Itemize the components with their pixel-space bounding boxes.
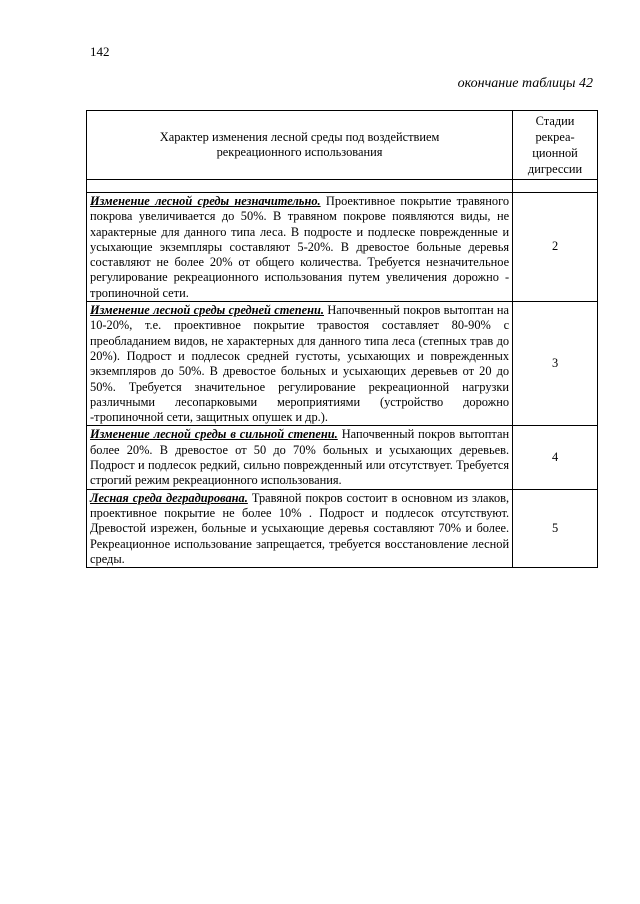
header-stage: Стадии рекреа-ционной дигрессии bbox=[513, 111, 598, 180]
row-description bbox=[87, 426, 513, 489]
row-title: Изменение лесной среды средней степени. bbox=[90, 303, 324, 318]
row-description bbox=[87, 489, 513, 567]
row-stage: 2 bbox=[513, 193, 598, 302]
row-text: Напочвенный покров вытоптан на 10-20%, т.е. проективное покрытие травостоя составляет 80-90% с преобладанием видов, не характерных для данного типа леса (степных трав до 20%). Подрост и подлесок средней густоты, усыхающих и поврежденных экземпляров до 50%. В древостое больных и усыхающих деревьев от 20 до 50%. Требуется значительное регулирование рекреационной нагрузки различными лесопарковыми мероприятиями (устройство дорожно -тропиночной сети, защитных опушек и др.). bbox=[90, 303, 510, 425]
spacer-cell bbox=[87, 180, 513, 193]
row-stage: 5 bbox=[513, 489, 598, 567]
table-row bbox=[87, 489, 598, 567]
row-description bbox=[87, 193, 513, 302]
row-text: Травяной покров состоит в основном из злаков, проективное покрытие не более 10% . Подрост и подлесок отсутствуют. Древостой изрежен, больные и усыхающие деревья составляют 70% и более. Рекреационное использование запрещается, требуется восстановление лесной среды. bbox=[90, 490, 510, 566]
row-text: Напочвенный покров вытоптан более 20%. В древостое от 50 до 70% больных и усыхающих деревьев. Подрост и подлесок редкий, сильно поврежденный или отсутствует. Требуется строгий режим рекреационного использования. bbox=[90, 427, 510, 488]
row-title: Изменение лесной среды незначительно. bbox=[90, 194, 321, 208]
table-caption: окончание таблицы 42 bbox=[457, 76, 593, 91]
page-number: 142 bbox=[90, 44, 110, 59]
spacer-cell bbox=[513, 180, 598, 193]
row-title: Лесная среда деградирована. bbox=[90, 490, 248, 505]
row-title: Изменение лесной среды в сильной степени. bbox=[90, 427, 338, 442]
table-row bbox=[87, 426, 598, 489]
row-text: Проективное покрытие травяного покрова увеличивается до 50%. В травяном покрове появляются виды, не характерные для данного типа леса. В подросте и подлеске поврежденные и усыхающие экземпляры составляют 5-20%. В древостое больные деревья составляют не более 20% от общего количества. Требуется незначительное регулирование рекреационного использования путем увеличения дорожно - тропиночной сети. bbox=[90, 194, 510, 300]
row-stage: 4 bbox=[513, 426, 598, 489]
row-description bbox=[87, 302, 513, 426]
table-row bbox=[87, 302, 598, 426]
table-spacer-row bbox=[87, 180, 598, 193]
table-header-row bbox=[87, 111, 598, 180]
header-characteristic: Характер изменения лесной среды под воздействием рекреационного использования bbox=[87, 111, 513, 180]
row-stage: 3 bbox=[513, 302, 598, 426]
table-row bbox=[87, 193, 598, 302]
recreation-digression-table bbox=[86, 110, 598, 568]
